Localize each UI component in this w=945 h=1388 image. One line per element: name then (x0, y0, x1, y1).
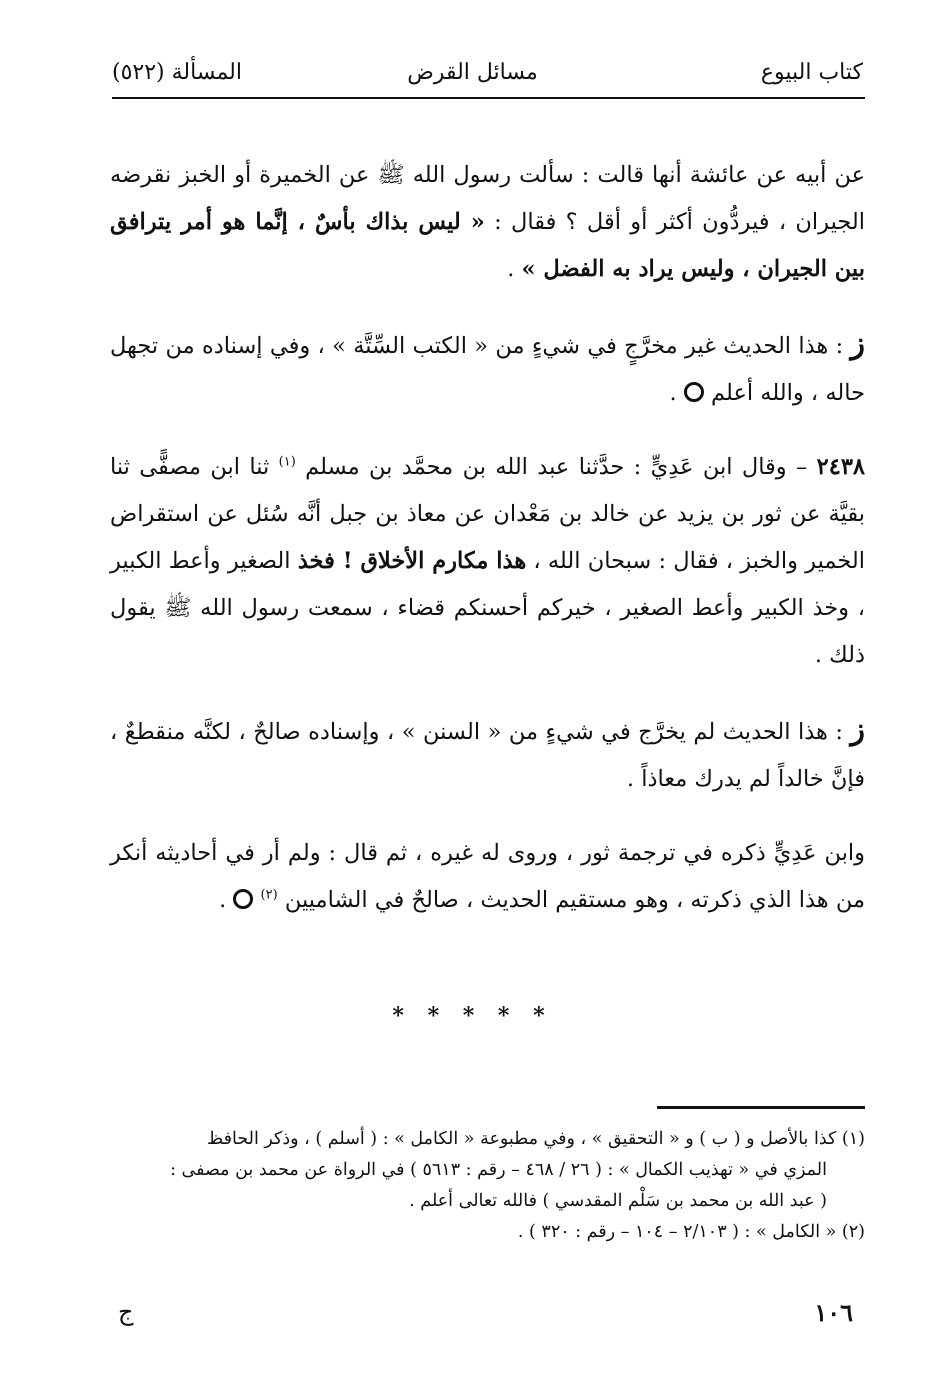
paragraph-comment-2 (110, 706, 865, 803)
signature-mark: ج (118, 1298, 134, 1326)
commentary-marker: ز (850, 326, 865, 361)
hadith-quote: هذا مكارم الأخلاق ! فخذ (297, 548, 527, 574)
commentary-text: : هذا الحديث غير مخرَّجٍ في شيءٍ من « الكتب السِّتَّة » ، وفي إسناده من تجهل حاله ، والله أعلم (110, 333, 865, 406)
hadith-chain: – وقال ابن عَدِيٍّ : حدَّثنا عبد الله بن محمَّد بن مسلم (305, 454, 808, 480)
paragraph-hadith-2438 (110, 444, 865, 679)
footnote-1-line-3: ( عبد الله بن محمد بن سَلْم المقدسي ) فالله تعالى أعلم . (409, 1191, 827, 1211)
running-header-issue: المسألة (٥٢٢) (112, 60, 242, 85)
commentary-text: : هذا الحديث لم يخرَّج في شيءٍ من « السنن » ، وإسناده صالحٌ ، لكنَّه منقطعٌ ، فإنَّ خالداً لم يدرك معاذاً . (110, 719, 865, 792)
paragraph-end: . (507, 256, 515, 282)
end-circle-icon (233, 889, 253, 909)
hadith-text: الصغير وأعط الكبير ، وخذ الكبير وأعط الصغير ، خيركم أحسنكم قضاء ، سمعت رسول الله ﷺ يقول ذلك . (110, 548, 865, 668)
commentary-marker: ز (850, 712, 865, 747)
page-footer (0, 1298, 945, 1338)
hadith-number: ٢٤٣٨ (816, 454, 866, 480)
running-header-book: كتاب البيوع (760, 60, 863, 85)
footnote-ref-1[interactable]: (١) (278, 454, 296, 470)
header-rule (112, 97, 865, 99)
page-number: ١٠٦ (814, 1298, 853, 1327)
footnote-2: (٢) « الكامل » : ( ٢/١٠٣ – ١٠٤ – رقم : ٣٢٠ ) . (517, 1222, 865, 1242)
section-separator: * * * * * (392, 1003, 553, 1029)
commentary-text: وابن عَدِيٍّ ذكره في ترجمة ثور ، وروى له غيره ، ثم قال : ولم أر في أحاديثه أنكر من هذا الذي ذكرته ، وهو مستقيم الحديث ، صالحٌ في الشاميين (110, 840, 865, 913)
hadith-quote: « ليس بذاك بأسٌ ، إنَّما هو أمر يترافق بين الجيران ، وليس يراد به الفضل » (110, 209, 865, 282)
hadith-chain-cont: ثنا ابن مصفًّى ثنا بقيَّة عن ثور بن يزيد عن خالد بن مَعْدان عن معاذ بن جبل أنَّه سُئل عن استقراض الخمير والخبز ، فقال : سبحان الله ، (110, 454, 866, 574)
end-circle-icon (684, 382, 704, 402)
running-header-section: مسائل القرض (407, 60, 538, 85)
main-text (110, 152, 865, 924)
paragraph-comment-3 (110, 830, 865, 924)
footnotes (110, 1124, 865, 1248)
hadith-chain: عن أبيه عن عائشة أنها قالت : سألت رسول الله ﷺ عن الخميرة أو الخبز نقرضه الجيران ، فيردُّون أكثر أو أقل ؟ فقال : (110, 162, 865, 235)
footnote-1-line-1: (١) كذا بالأصل و ( ب ) و « التحقيق » ، وفي مطبوعة « الكامل » : ( أسلم ) ، وذكر الحافظ (207, 1129, 865, 1149)
paragraph-comment-1 (110, 320, 865, 417)
paragraph-end: . (669, 380, 677, 406)
footnote-1-line-2: المزي في « تهذيب الكمال » : ( ٢٦ / ٤٦٨ – رقم : ٥٦١٣ ) في الرواة عن محمد بن مصفى : (170, 1160, 827, 1180)
paragraph-end: . (219, 887, 227, 913)
footnote-ref-2[interactable]: (٢) (260, 887, 278, 903)
paragraph-hadith-text (110, 152, 865, 293)
footnote-rule (657, 1106, 865, 1109)
